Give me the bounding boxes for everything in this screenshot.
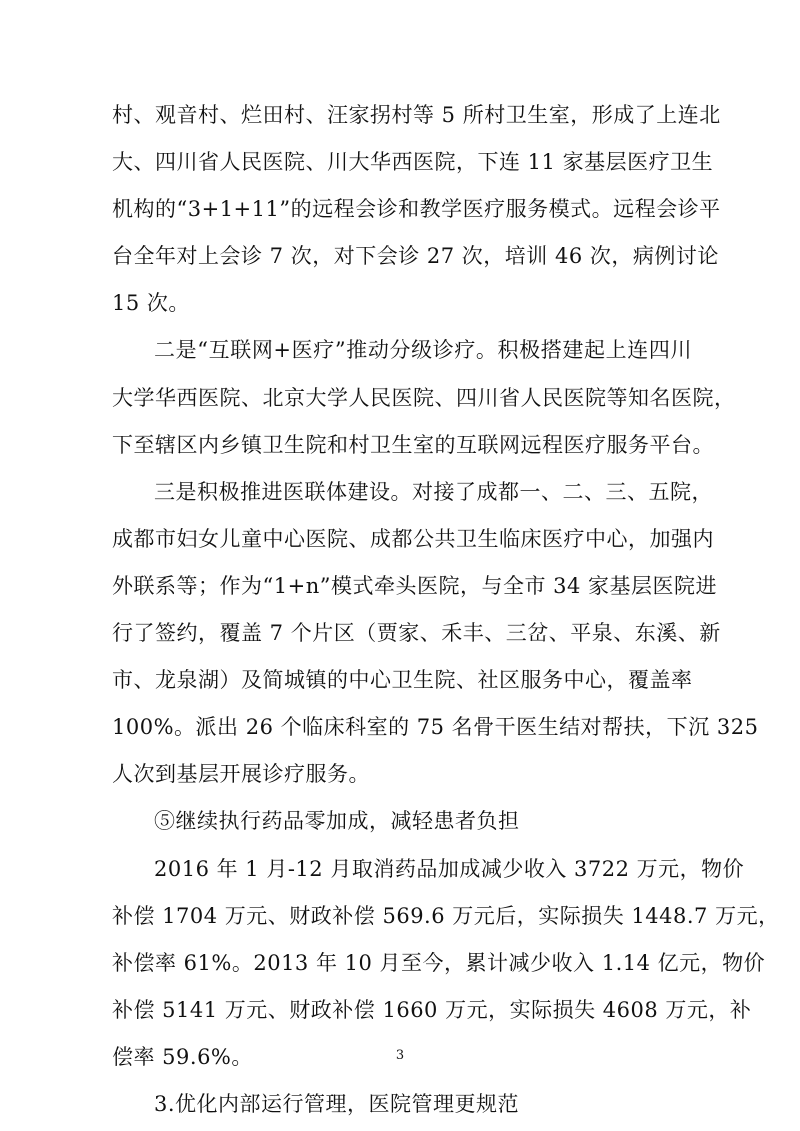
- text-line: 下至辖区内乡镇卫生院和村卫生室的互联网远程医疗服务平台。: [112, 432, 714, 457]
- text-line: 三是积极推进医联体建设。对接了成都一、二、三、五院，: [154, 479, 713, 504]
- text-line: 市、龙泉湖）及简城镇的中心卫生院、社区服务中心，覆盖率: [112, 668, 693, 693]
- page-number: 3: [395, 1048, 405, 1063]
- text-line: 外联系等；作为“1+n”模式牵头医院，与全市 34 家基层医院进: [112, 573, 718, 598]
- text-line: 大学华西医院、北京大学人民医院、四川省人民医院等知名医院，: [112, 385, 736, 410]
- text-line: 偿率 59.6%。: [112, 1044, 253, 1069]
- section-heading: ⑤继续执行药品零加成，减轻患者负担: [154, 809, 520, 834]
- text-line: 人次到基层开展诊疗服务。: [112, 762, 370, 787]
- text-line: 二是“互联网+医疗”推动分级诊疗。积极搭建起上连四川: [154, 338, 692, 363]
- text-line: 成都市妇女儿童中心医院、成都公共卫生临床医疗中心，加强内: [112, 526, 714, 551]
- text-line: 2016 年 1 月-12 月取消药品加成减少收入 3722 万元，物价: [154, 856, 745, 881]
- body-text: [112, 92, 780, 1128]
- text-line: 村、观音村、烂田村、汪家拐村等 5 所村卫生室，形成了上连北: [112, 103, 721, 127]
- text-line: 台全年对上会诊 7 次，对下会诊 27 次，培训 46 次，病例讨论: [112, 244, 719, 269]
- text-line: 15 次。: [112, 291, 190, 316]
- text-line: 机构的“3+1+11”的远程会诊和教学医疗服务模式。远程会诊平: [112, 197, 721, 222]
- text-line: 100%。派出 26 个临床科室的 75 名骨干医生结对帮扶，下沉 325: [112, 715, 759, 740]
- text-line: 大、四川省人民医院、川大华西医院，下连 11 家基层医疗卫生: [112, 150, 714, 175]
- section-heading: 3.优化内部运行管理，医院管理更规范: [154, 1091, 520, 1116]
- text-line: 行了签约，覆盖 7 个片区（贾家、禾丰、三岔、平泉、东溪、新: [112, 621, 721, 646]
- text-line: 补偿 1704 万元、财政补偿 569.6 万元后，实际损失 1448.7 万元，: [112, 903, 780, 928]
- text-line: 补偿率 61%。2013 年 10 月至今，累计减少收入 1.14 亿元，物价: [112, 950, 766, 975]
- text-line: 补偿 5141 万元、财政补偿 1660 万元，实际损失 4608 万元，补: [112, 997, 752, 1022]
